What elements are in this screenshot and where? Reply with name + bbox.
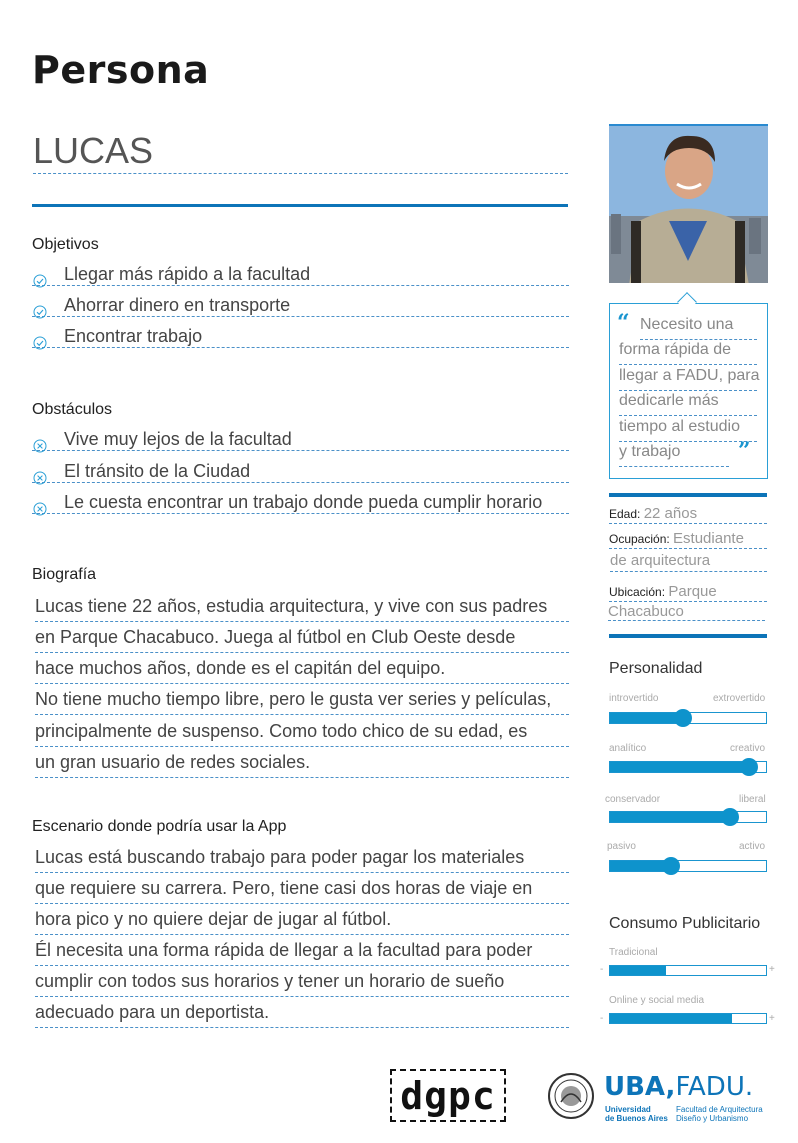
faculty-line-2: Diseño y Urbanismo xyxy=(676,1114,749,1123)
scenario-title: Escenario donde podría usar la App xyxy=(32,818,287,835)
comma-text: , xyxy=(665,1072,676,1102)
info-divider-top xyxy=(609,493,767,497)
personality-slider xyxy=(609,761,767,773)
dgpc-logo-text: dgpc xyxy=(400,1073,496,1118)
minus-label: - xyxy=(600,1013,604,1024)
info-divider-bottom xyxy=(609,634,767,638)
objectives-title: Objetivos xyxy=(32,236,99,253)
uba-fadu-logo xyxy=(604,1072,753,1102)
quote-line: llegar a FADU, para xyxy=(619,367,757,391)
personality-slider xyxy=(609,860,767,872)
occupation-label: Ocupación: xyxy=(609,532,670,546)
faculty-line-1: Facultad de Arquitectura xyxy=(676,1105,763,1114)
scenario-line: cumplir con todos sus horarios y tener un horario de sueño xyxy=(35,969,569,997)
uba-seal-icon xyxy=(547,1072,595,1120)
slider-knob xyxy=(674,709,692,727)
trait-left-label: analítico xyxy=(609,743,647,754)
persona-photo xyxy=(609,124,768,283)
uba-text: UBA xyxy=(604,1072,666,1102)
objective-item xyxy=(32,264,569,286)
objective-text: Ahorrar dinero en transporte xyxy=(64,295,291,315)
quote-line: forma rápida de xyxy=(619,341,757,365)
university-line-1: Universidad xyxy=(605,1105,651,1114)
location-value-2: Chacabuco xyxy=(608,603,765,621)
university-line-2: de Buenos Aires xyxy=(605,1114,668,1123)
faculty-name xyxy=(676,1105,763,1123)
trait-left-label: conservador xyxy=(605,794,661,805)
biography-line: hace muchos años, donde es el capitán del equipo. xyxy=(35,656,569,684)
occupation-value: Estudiante xyxy=(673,530,744,547)
quote-line: y trabajo xyxy=(619,443,729,467)
occupation-row xyxy=(609,530,767,549)
scenario-line: hora pico y no quiere dejar de jugar al fútbol. xyxy=(35,907,569,935)
objective-text: Encontrar trabajo xyxy=(64,326,203,346)
dgpc-logo xyxy=(390,1069,506,1122)
x-circle-icon xyxy=(33,502,47,516)
persona-name: LUCAS xyxy=(33,130,568,174)
objective-item xyxy=(32,326,569,348)
consumption-label: Online y social media xyxy=(609,995,705,1006)
obstacle-text: Le cuesta encontrar un trabajo donde pueda cumplir horario xyxy=(64,492,543,512)
slider-fill xyxy=(610,762,749,772)
age-value: 22 años xyxy=(643,505,698,522)
trait-right-label: extrovertido xyxy=(713,693,766,704)
fadu-text: FADU. xyxy=(675,1072,754,1102)
obstacle-text: Vive muy lejos de la facultad xyxy=(64,429,292,449)
slider-fill xyxy=(610,812,730,822)
trait-left-label: introvertido xyxy=(609,693,659,704)
scenario-line: Lucas está buscando trabajo para poder pagar los materiales xyxy=(35,845,569,873)
check-circle-icon xyxy=(33,305,47,319)
obstacle-item xyxy=(32,461,569,483)
objective-item xyxy=(32,295,569,317)
minus-label: - xyxy=(600,964,604,975)
biography-line: principalmente de suspenso. Como todo chico de su edad, es xyxy=(35,719,569,747)
slider-knob xyxy=(740,758,758,776)
objective-text: Llegar más rápido a la facultad xyxy=(64,264,311,284)
quote-line: dedicarle más xyxy=(619,392,757,416)
personality-slider xyxy=(609,811,767,823)
location-label: Ubicación: xyxy=(609,585,666,599)
biography-line: en Parque Chacabuco. Juega al fútbol en Club Oeste desde xyxy=(35,625,569,653)
university-name xyxy=(605,1105,668,1123)
biography-title: Biografía xyxy=(32,566,97,583)
name-divider xyxy=(32,204,568,207)
plus-label: + xyxy=(769,964,775,975)
scenario-line: adecuado para un deportista. xyxy=(35,1000,569,1028)
consumption-title: Consumo Publicitario xyxy=(609,915,761,932)
location-value: Parque xyxy=(668,583,717,600)
slider-knob xyxy=(721,808,739,826)
check-circle-icon xyxy=(33,274,47,288)
occupation-value-2: de arquitectura xyxy=(610,552,767,572)
obstacle-text: El tránsito de la Ciudad xyxy=(64,461,251,481)
quote-line: Necesito una xyxy=(640,316,757,340)
consumption-fill xyxy=(610,966,666,975)
open-quote-icon: “ xyxy=(617,310,630,336)
x-circle-icon xyxy=(33,439,47,453)
close-quote-icon: ” xyxy=(738,438,751,464)
plus-label: + xyxy=(769,1013,775,1024)
x-circle-icon xyxy=(33,471,47,485)
trait-right-label: activo xyxy=(739,841,766,852)
page-title: Persona xyxy=(32,48,210,92)
biography-line: No tiene mucho tiempo libre, pero le gusta ver series y películas, xyxy=(35,687,569,715)
persona-photo-illustration xyxy=(609,126,768,283)
consumption-fill xyxy=(610,1014,732,1023)
scenario-line: que requiere su carrera. Pero, tiene casi dos horas de viaje en xyxy=(35,876,569,904)
obstacle-item xyxy=(32,429,569,451)
biography-line: un gran usuario de redes sociales. xyxy=(35,750,569,778)
trait-right-label: creativo xyxy=(730,743,766,754)
trait-left-label: pasivo xyxy=(607,841,636,852)
personality-slider xyxy=(609,712,767,724)
check-circle-icon xyxy=(33,336,47,350)
quote-line: tiempo al estudio xyxy=(619,418,757,442)
slider-knob xyxy=(662,857,680,875)
consumption-label: Tradicional xyxy=(609,947,658,958)
age-label: Edad: xyxy=(609,507,641,521)
age-row xyxy=(609,505,767,524)
obstacles-title: Obstáculos xyxy=(32,401,113,418)
consumption-bar xyxy=(609,1013,767,1024)
slider-fill xyxy=(610,713,683,723)
trait-right-label: liberal xyxy=(739,794,766,805)
consumption-bar xyxy=(609,965,767,976)
obstacle-item xyxy=(32,492,569,514)
location-row xyxy=(609,583,767,602)
personality-title: Personalidad xyxy=(609,660,703,677)
scenario-line: Él necesita una forma rápida de llegar a la facultad para poder xyxy=(35,938,569,966)
biography-line: Lucas tiene 22 años, estudia arquitectura, y vive con sus padres xyxy=(35,594,569,622)
